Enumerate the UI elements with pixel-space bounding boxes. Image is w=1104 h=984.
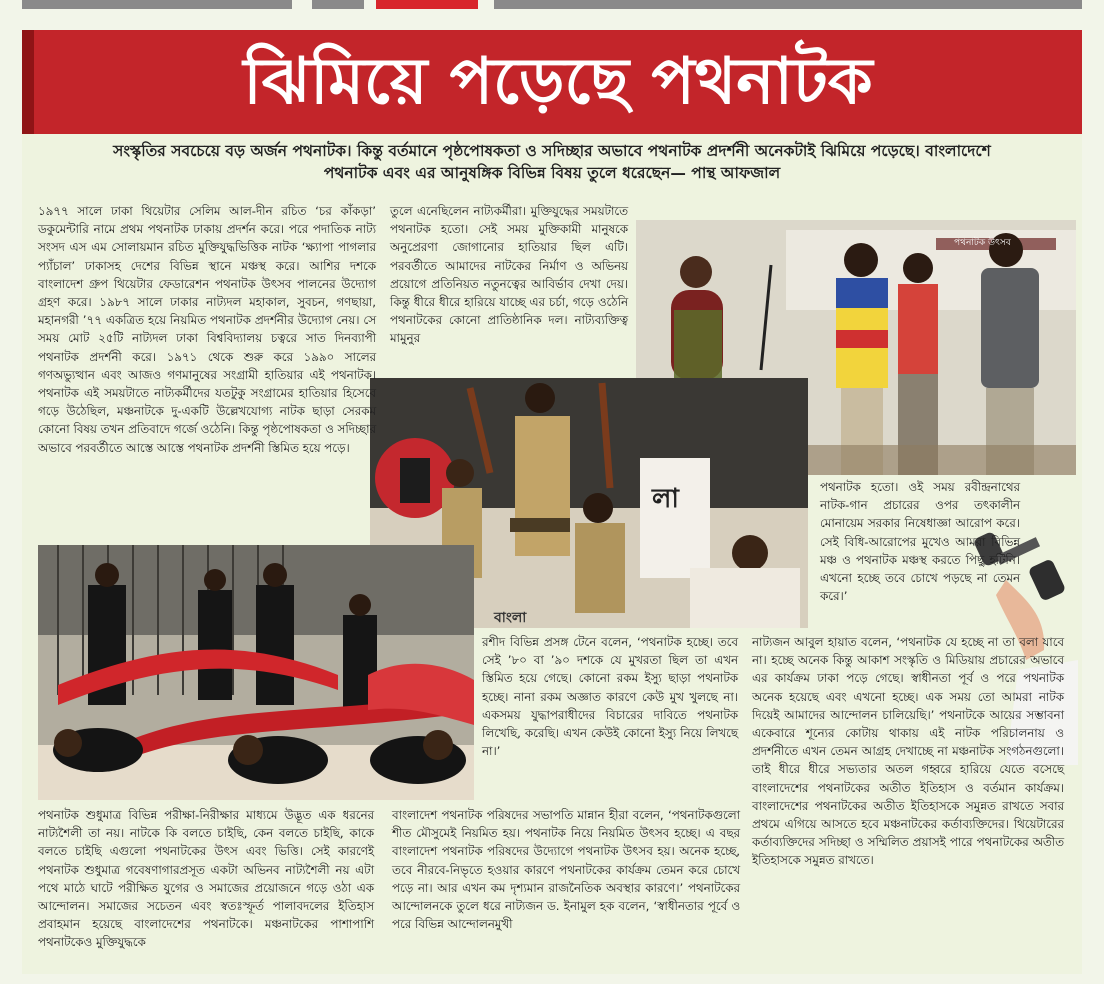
intro-line-1: সংস্কৃতির সবচেয়ে বড় অর্জন পথনাটক। কিন্তু বর্তমানে পৃষ্ঠপোষকতা ও সদিচ্ছার অভাবে পথনাটক প্রদর্শনী অনেকটাই ঝিমিয়ে পড়েছে। বাংলাদেশে	[113, 142, 991, 160]
column-2-bottom-b: বাংলাদেশ পথনাটক পরিষদের সভাপতি মান্নান হীরা বলেন, ‘পথনাটকগুলো শীত মৌসুমেই নিয়মিত হয়। পথনাটক নিয়ে নিয়মিত উৎসব হচ্ছে। এ বছর বাংলাদেশ পথনাটক পরিষদের উদ্যোগে পথনাটক উৎসব হয়। অনেক হচ্ছে, তবে নীরবে-নিভৃতে হওয়ার কারণে পথনাটকের কার্যক্রম তেমন করে চোখে পড়ে না। আর এখন কম দৃশ্যমান রাজনৈতিক অবস্থার কারণে।’ পথনাটকের আন্দোলনকে তুলে ধরে নাট্যজন ড. ইনামুল হক বলেন, ‘স্বাধীনতার পূর্বে ও পরে বিভিন্ন আন্দোলনমুখী	[392, 808, 740, 932]
column-1-bottom: পথনাটক শুধুমাত্র বিভিন্ন পরীক্ষা-নিরীক্ষার মাধ্যমে উদ্ভূত এক ধরনের নাট্যশৈলী তা নয়। নাটকে কি বলতে চাইছি, কেন বলতে চাইছি, কাকে বলতে চাইছি এগুলো পথনাটকের উৎস এবং ভিত্তি। সেই কারণেই পথনাটক শুধুমাত্র গবেষণাগারপ্রসূত একটা অভিনব নাট্যশৈলী নয় এটা পথে মাঠে ঘাটে পরীক্ষিত যুগের ও সমাজের প্রয়োজনে গড়ে ওঠা এক আন্দোলন। সমাজের সচেতন এবং স্বতঃস্ফূর্ত পালাবদলের ইতিহাস প্রবাহমান হয়েছে বাংলাদেশের পথনাটকে। মঞ্চনাটকের পাশাপাশি পথনাটকেও মুক্তিযুদ্ধকে	[38, 808, 374, 950]
top-rule-right	[494, 0, 1082, 9]
column-4-middle: পথনাটক হতো। ওই সময় রবীন্দ্রনাথের নাটক-গান প্রচারের ওপর তৎকালীন মোনায়েম সরকার নিষেধাজ্ঞা আরোপ করে। সেই বিধি-আরোপের মুখেও আমরা বিভিন্ন মঞ্চ ও পথনাটক মঞ্চস্থ করতে পিছু হটিনি। এখনো হচ্ছে তবে চোখে পড়ছে না তেমন করে।’	[820, 480, 1020, 604]
top-rule-accent	[376, 0, 478, 9]
author-name: পান্থ আফজাল	[691, 164, 781, 182]
column-2-top: তুলে এনেছিলেন নাট্যকর্মীরা। মুক্তিযুদ্ধের সময়টাতে পথনাটক হতো। সেই সময় মুক্তিকামী মানুষকে অনুপ্রেরণা জোগানোর হাতিয়ার ছিল এটি। পরবর্তীতে আমাদের নাটকের নির্মাণ ও অভিনয় প্রয়োগে প্রতিনিয়ত নতুনত্বের আবির্ভাব দেখা দেয়। কিন্তু ধীরে ধীরে হারিয়ে যাচ্ছে এর চর্চা, গড়ে ওঠেনি পথনাটকের কোনো প্রাতিষ্ঠানিক দল। নাট্যব্যক্তিত্ব মামুনুর	[390, 204, 628, 346]
headline-banner	[22, 30, 1082, 134]
photo-sign-text-2: বাংলা	[494, 610, 527, 626]
column-3-bottom: নাট্যজন আবুল হায়াত বলেন, ‘পথনাটক যে হচ্ছে না তা বলা যাবে না। হচ্ছে অনেক কিন্তু আকাশ সংস্কৃতি ও মিডিয়ায় প্রচারের অভাবে এর কার্যক্রম ঢাকা পড়ে গেছে। স্বাধীনতা পূর্ব ও পরে পথনাটক অনেক হয়েছে এবং এখনো হচ্ছে। এক সময় তো আমরা নাটক দিয়েই আমাদের আন্দোলন চালিয়েছি।’ পথনাটকে আয়ের সম্ভাবনা একেবারে শূন্যের কোটায় থাকায় এই নাটক পরিচালনায় ও প্রদর্শনীতে এখন তেমন আগ্রহ দেখাচ্ছে না মঞ্চনাটক সংগঠনগুলো। তাই ধীরে ধীরে সভ্যতার অতল গহ্বরে হারিয়ে যেতে বসেছে বাংলাদেশের পথনাটকের অতীত ইতিহাস ও বর্তমান কার্যক্রম। বাংলাদেশের পথনাটকের অতীত ইতিহাসকে সমুন্নত রাখতে সবার প্রথমে এগিয়ে আসতে হবে মঞ্চনাটকের কর্তাব্যক্তিদের। থিয়েটারের কর্তাব্যক্তিদের সদিচ্ছা ও সম্মিলিত প্রয়াসই পারে পথনাটকের অতীত ইতিহাসকে সমুন্নত রাখতে।	[752, 635, 1064, 868]
top-rule-left	[22, 0, 292, 9]
intro-deck	[30, 140, 1074, 184]
photo-red-cloth-performers	[38, 545, 474, 800]
column-1-top: ১৯৭৭ সালে ঢাকা থিয়েটার সেলিম আল-দীন রচিত ‘চর কাঁকড়া’ ডকুমেন্টারি নামে প্রথম পথনাটক ঢাকায় প্রদর্শন করে। পরে পদাতিক নাট্য সংসদ এস এম সোলায়মান রচিত মুক্তিযুদ্ধভিত্তিক নাটক ‘ক্ষ্যাপা পাগলার প্যাঁচাল’ ঢাকাসহ দেশের বিভিন্ন স্থানে মঞ্চস্থ করে। আশির দশকে বাংলাদেশ গ্রুপ থিয়েটার ফেডারেশন পথনাটক উৎসব পালনের উদ্যোগ গ্রহণ করে। ১৯৮৭ সালে ঢাকার নাট্যদল মহাকাল, সুবচন, গণছায়া, মহানগরী ’৭৭ একত্রিত হয়ে নিয়মিত পথনাটক প্রদর্শনীর উদ্যোগ নেয়। সে সময় মোট ২৫টি নাট্যদল ঢাকা বিশ্ববিদ্যালয় চত্বরে সাত দিনব্যাপী পথনাটক প্রদর্শনী করে। ১৯৭১ থেকে শুরু করে ১৯৯০ সালের গণঅভ্যুত্থান এবং আজও গণমানুষের সংগ্রামী হাতিয়ার এই পথনাটক। পথনাটক এই সময়টাতে নাট্যকর্মীদের যতটুকু সংগ্রামের হাতিয়ার হিসেবে গড়ে উঠেছিল, মঞ্চনাটকে দু-একটি উল্লেখযোগ্য নাটক ছাড়া সেরকম কোনো বিষয় তখন প্রতিবাদে গর্জে ওঠেনি। কিন্তু পৃষ্ঠপোষকতা ও সদিচ্ছার অভাবে পরবর্তীতে আস্তে আস্তে পথনাটক প্রদর্শনী স্তিমিত হয়ে পড়ে।	[38, 204, 376, 455]
headline: ঝিমিয়ে পড়েছে পথনাটক	[243, 45, 873, 119]
photo-banner-chip: পথনাটক উৎসব	[954, 238, 1011, 248]
top-rule-mid	[312, 0, 364, 9]
intro-line-2-text: পথনাটক এবং এর আনুষঙ্গিক বিভিন্ন বিষয় তুলে ধরেছেন—	[323, 164, 686, 182]
photo-sign-text: লা	[652, 484, 679, 514]
column-2-bottom-a: রশীদ বিভিন্ন প্রসঙ্গ টেনে বলেন, ‘পথনাটক হচ্ছে। তবে সেই ’৮০ বা ’৯০ দশকে যে মুখরতা ছিল তা এখন স্তিমিত হয়ে গেছে। কোনো রকম ইস্যু ছাড়া পথনাটক হচ্ছে। নানা রকম অজ্ঞাত কারণে কেউ মুখ খুলছে না। একসময় যুদ্ধাপরাধীদের বিচারের দাবিতে পথনাটক লিখেছি, করেছি। এখন কেউই কোনো ইস্যু নিয়ে লিখছে না।’	[482, 635, 738, 759]
intro-line-2	[30, 162, 1074, 184]
